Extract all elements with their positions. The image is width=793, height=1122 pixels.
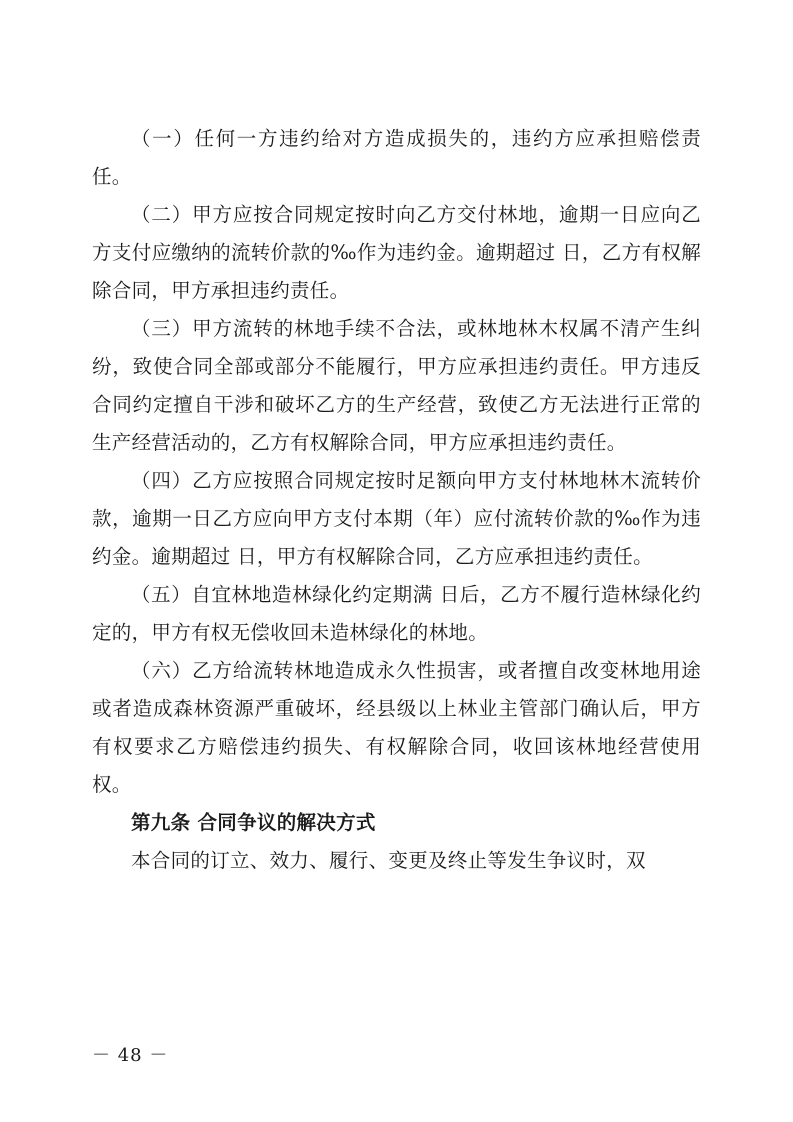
section-paragraph: 本合同的订立、效力、履行、变更及终止等发生争议时，双 (131, 849, 646, 872)
paragraph-item: （二）甲方应按合同规定按时向乙方交付林地，逾期一日应向乙方支付应缴纳的流转价款的‰作为违约金。逾期超过 日，乙方有权解除合同，甲方承担违约责任。 (92, 203, 701, 302)
page-number: － 48 － (92, 1045, 169, 1066)
section-heading: 第九条 合同争议的解决方式 (131, 811, 376, 834)
document-body (92, 120, 701, 880)
paragraph-item: （五）自宜林地造林绿化约定期满 日后，乙方不履行造林绿化约定的，甲方有权无偿收回未造林绿化的林地。 (92, 583, 701, 644)
paragraph-item: （四）乙方应按照合同规定按时足额向甲方支付林地林木流转价款，逾期一日乙方应向甲方支付本期（年）应付流转价款的‰作为违约金。逾期超过 日，甲方有权解除合同，乙方应承担违约责任。 (92, 469, 701, 568)
paragraph-item: （三）甲方流转的林地手续不合法，或林地林木权属不清产生纠纷，致使合同全部或部分不能履行，甲方应承担违约责任。甲方违反合同约定擅自干涉和破坏乙方的生产经营，致使乙方无法进行正常的生产经营活动的，乙方有权解除合同，甲方应承担违约责任。 (92, 317, 701, 454)
paragraph-item: （一）任何一方违约给对方造成损失的，违约方应承担赔偿责任。 (92, 127, 701, 188)
paragraph-item: （六）乙方给流转林地造成永久性损害，或者擅自改变林地用途或者造成森林资源严重破坏，经县级以上林业主管部门确认后，甲方有权要求乙方赔偿违约损失、有权解除合同，收回该林地经营使用权。 (92, 659, 701, 796)
